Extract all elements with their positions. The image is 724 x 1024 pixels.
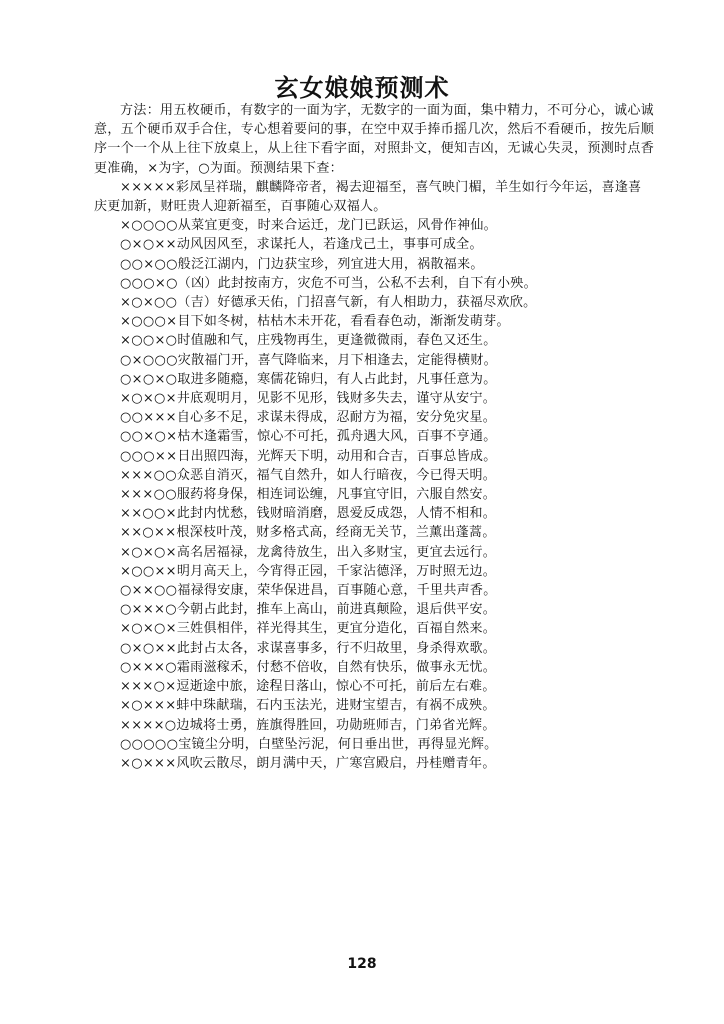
divination-list xyxy=(94,178,654,773)
divination-row: ×××○○服药将身保，相连词讼缠，凡事宜守旧，六服自然安。 xyxy=(120,487,497,503)
divination-row: ○○×○○般泛江湖内，门边获宝珍，列宜进大用，祸散福来。 xyxy=(120,256,484,272)
divination-row: ×××○○众恶自消灭，福气自然升，如人行暗夜，今已得天明。 xyxy=(120,467,497,483)
divination-row: ○○○×○（凶）此封按南方，灾危不可当，公私不去利，自下有小殃。 xyxy=(120,275,537,291)
divination-row: ××××○边城将士勇，旌旗得胜回，功勋班师吉，门弟省光辉。 xyxy=(120,717,496,733)
divination-row: ×○×○×三姓俱相伴，祥光得其生，更宜分造化，百福自然来。 xyxy=(120,621,497,637)
divination-row: ○×××○霜雨滋稼禾，付愁不倍收，自然有快乐，做事永无忧。 xyxy=(120,659,497,675)
divination-row: ×○×○○（吉）好德承天佑，门招喜气新，有人相助力，获福尽欢欣。 xyxy=(120,295,537,311)
divination-row: ○×××○今朝占此封，推车上高山，前进真颠险，退后供平安。 xyxy=(120,602,497,618)
divination-row: ×○○×○时值融和气，庄残物再生，更逢微微雨，春色又还生。 xyxy=(120,333,497,349)
divination-row: ○○×○×枯木逢霜雪，惊心不可托，孤舟遇大风，百事不亨通。 xyxy=(120,429,497,445)
divination-row: ○××○○福禄得安康，荣华保进昌，百事随心意，千里共声香。 xyxy=(120,583,497,599)
divination-row: ○×○×○取进多随瘾，寒儒花锦归，有人占此封，凡事任意为。 xyxy=(120,371,497,387)
divination-row: ○○○××日出照四海，光辉天下明，动用和合吉，百事总皆成。 xyxy=(120,448,497,464)
document-body xyxy=(94,101,654,773)
divination-row: ×○×××蚌中珠献瑞，石内玉法光，进财宝望吉，有祸不成殃。 xyxy=(120,698,496,714)
divination-row: ○○×××自心多不足，求谋未得成，忍耐方为福，安分免灾星。 xyxy=(120,410,497,426)
divination-row: ×○×××风吹云散尽，朗月满中天，广寒宫殿启，丹桂赠青年。 xyxy=(120,755,496,771)
intro-paragraph: 方法：用五枚硬币，有数字的一面为字，无数字的一面为面，集中精力，不可分心，诚心诚意，五个硬币双手合住，专心想着要问的事，在空中双手捧币摇几次，然后不看硬币，按先后顺序一个一个从上往下放桌上，从上往下看字面，对照卦文，便知吉凶，无诚心失灵，预测时点香更准确，×为字，○为面。预测结果下查： xyxy=(94,103,654,176)
divination-row: ×○○○○从菜宜更变，时来合运迁，龙门已跃运，风骨作神仙。 xyxy=(120,218,497,234)
divination-row: ○×○××此封占太各，求谋喜事多，行不归故里，身杀得欢歌。 xyxy=(120,640,497,656)
divination-row: ○×○○○灾散福门开，喜气降临来，月下相逢去，定能得横财。 xyxy=(120,352,497,368)
divination-row: ×○×○×高名居福禄，龙禽待放生，出入多财宝，更宜去远行。 xyxy=(120,544,497,560)
divination-row: ××○××根深枝叶茂，财多格式高，经商无关节，兰薰出蓬蒿。 xyxy=(120,525,496,541)
divination-row: ×××××彩凤呈祥瑞，麒麟降帝者，褐去迎福至，喜气映门楣，羊生如行今年运，喜逢喜庆更加新，财旺贵人迎新福至，百事随心双福人。 xyxy=(94,179,642,215)
page-number: 128 xyxy=(347,956,377,972)
divination-row: ○×○××动风因风至，求谋托人，若逢戊己土，事事可成全。 xyxy=(120,237,483,253)
page-title: 玄女娘娘预测术 xyxy=(274,74,450,102)
divination-row: ○○○○○宝镜尘分明，白壁坠污泥，何日垂出世，再得显光辉。 xyxy=(120,736,498,752)
divination-row: ××○○×此封内忧愁，钱财暗消磨，恩爱反成怨，人情不相和。 xyxy=(120,506,497,522)
divination-row: ×○○××明月高天上，今宵得正园，千家沾德泽，万时照无边。 xyxy=(120,563,497,579)
divination-row: ×○○○×目下如冬树，枯枯木未开花，看看春色动，渐渐发萌芽。 xyxy=(120,314,510,330)
divination-row: ×○×○×井底观明月，见影不见形，钱财多失去，谨守从安宁。 xyxy=(120,391,497,407)
divination-row: ×××○×逗逝途中旅，途程日落山，惊心不可托，前后左右难。 xyxy=(120,679,496,695)
